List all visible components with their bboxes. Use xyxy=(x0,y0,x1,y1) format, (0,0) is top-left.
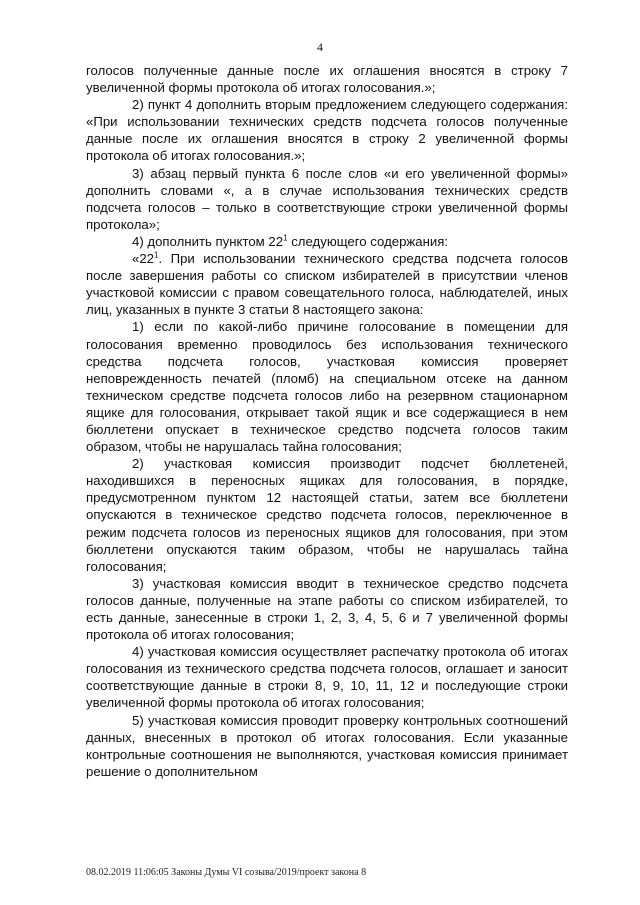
paragraph-item-4 xyxy=(86,233,568,250)
paragraph-item-3: 3) абзац первый пункта 6 после слов «и его увеличенной формы» дополнить словами «, а в случае использования технических средств подсчета голосов – только в соответствующие строки увеличенной формы протокола»; xyxy=(86,165,568,232)
subparagraph-2: 2) участковая комиссия производит подсчет бюллетеней, находившихся в переносных ящиках для голосования, в порядке, предусмотренном пунктом 12 настоящей статьи, затем все бюллетени опускаются в техническое средство подсчета голосов, переключенное в режим подсчета голосов из переносных ящиков для голосования, при этом бюллетени опускаются таким образом, чтобы не нарушалась тайна голосования; xyxy=(86,456,568,574)
subparagraph-3: 3) участковая комиссия вводит в техническое средство подсчета голосов данные, полученные на этапе работы со списком избирателей, то есть данные, занесенные в строки 1, 2, 3, 4, 5, 6 и 7 увеличенной формы протокола об итогах голосования; xyxy=(86,575,568,643)
document-footer: 08.02.2019 11:06:05 Законы Думы VI созыва/2019/проект закона 8 xyxy=(86,867,367,878)
paragraph-point-22-1-text: . При использовании технического средства подсчета голосов после завершения работы со списком избирателей в присутствии членов участковой комиссии с правом совещательного голоса, наблюдателей, иных лиц, указанных в пункте 3 статьи 8 настоящего закона: xyxy=(86,251,568,318)
paragraph-point-22-1 xyxy=(86,250,568,318)
paragraph-continuation: голосов полученные данные после их оглашения вносятся в строку 7 увеличенной формы протокола об итогах голосования.»; xyxy=(86,63,568,96)
paragraph-item-2: 2) пункт 4 дополнить вторым предложением следующего содержания: «При использовании технических средств подсчета голосов полученные данные после их оглашения вносятся в строку 2 увеличенной формы протокола об итогах голосования.»; xyxy=(86,97,568,164)
paragraph-item-4-text-end: следующего содержания: xyxy=(287,233,449,249)
superscript-one: 1 xyxy=(283,233,288,243)
paragraph-point-22-1-number: «22 xyxy=(132,251,155,267)
subparagraph-1: 1) если по какой-либо причине голосование в помещении для голосования временно проводилось без использования технического средства подсчета голосов, участковая комиссия проверяет неповрежденность печатей (пломб) на специальном отсеке на данном техническом средстве подсчета голосов либо на резервном стационарном ящике для голосования, открывает такой ящик и все содержащиеся в нем бюллетени опускает в техническое средство подсчета голосов таким образом, чтобы не нарушалась тайна голосования; xyxy=(86,319,568,455)
subparagraph-4: 4) участковая комиссия осуществляет распечатку протокола об итогах голосования из технического средства подсчета голосов, оглашает и заносит соответствующие данные в строки 8, 9, 10, 11, 12 и последующие строки увеличенной формы протокола об итогах голосования; xyxy=(86,644,568,711)
paragraph-item-4-text: 4) дополнить пунктом 22 xyxy=(132,233,284,249)
superscript-one: 1 xyxy=(154,250,159,260)
subparagraph-5: 5) участковая комиссия проводит проверку контрольных соотношений данных, внесенных в протокол об итогах голосования. Если указанные контрольные соотношения не выполняются, участковая комиссия принимает решение о дополнительном xyxy=(86,712,568,779)
document-body xyxy=(86,62,568,780)
page-number: 4 xyxy=(317,40,323,54)
